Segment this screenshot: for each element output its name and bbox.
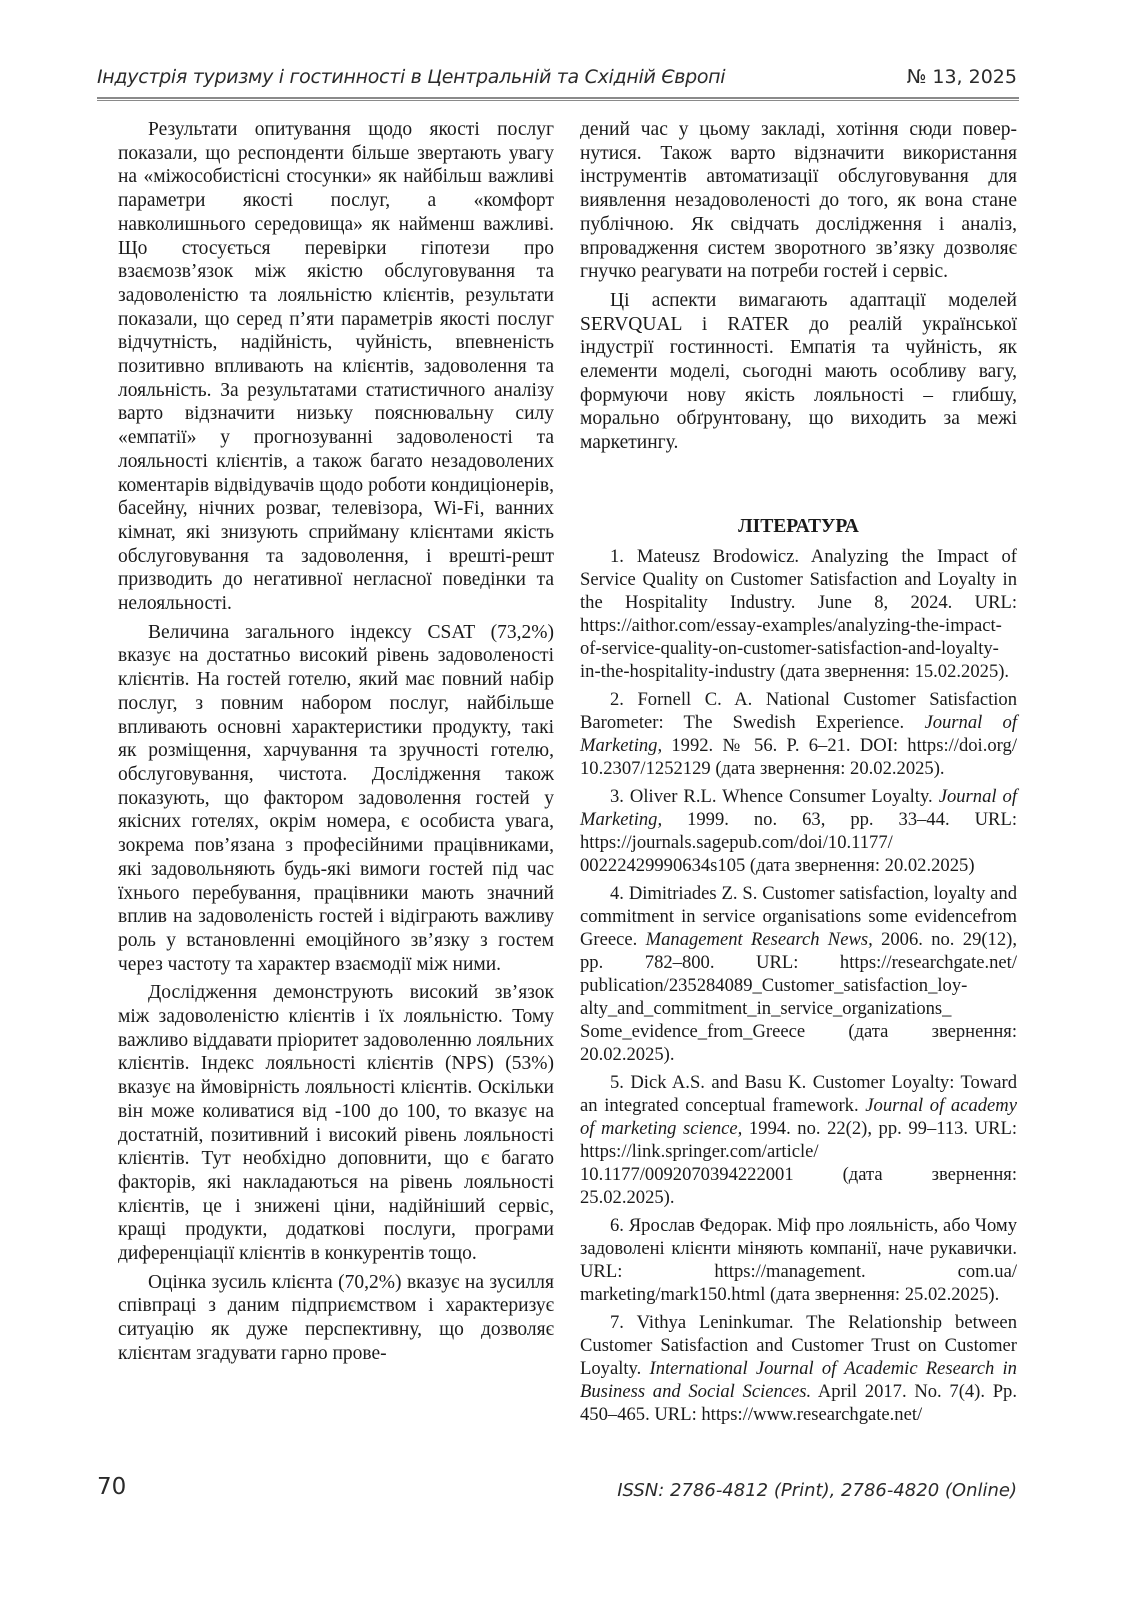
body-paragraph: Ці аспекти вимагають адаптації моделей SERVQUAL і RATER до реалій української індустрії гостинності. Емпатія та чуйність, як елементи моделі, сьогодні мають особливу вагу, формуючи нову якість лояльності – глибшу, морально обґрунтовану, що виходить за межі маркетингу. (580, 289, 1017, 454)
reference-text: 1992. № 56. P. 6–21. DOI: https://doi.org/ 10.2307/1252129 (дата звернення: 20.02.2025). (580, 734, 1017, 779)
body-paragraph: Оцінка зусиль клієнта (70,2%) вказує на зусилля співпраці з даним підприємством і характеризує ситуацію як дуже перспективну, що дозволяє клієнтам згадувати гарно прове- (118, 1271, 554, 1364)
reference-text: 1. Mateusz Brodowicz. Analyzing the Impact of Service Quality on Customer Satisfaction and Loyalty in the Hospitality Industry. June 8, 2024. URL: https://aithor.com/essay-examples/analyzing-the-impact-of-service-quality-on-customer-satisfaction-and-loyalty-in-the-hospitality-industry (дата звернення: 15.02.2025). (580, 545, 1017, 682)
reference-item (580, 785, 1017, 877)
issn-footer: ISSN: 2786-4812 (Print), 2786-4820 (Online) (617, 1480, 1017, 1501)
reference-journal: Journal of Marketing, (580, 711, 1017, 756)
reference-text: 1994. no. 22(2), pp. 99–113. URL: https://link.springer.com/article/ 10.1177/0092070394222001 (дата звернення: 25.02.2025). (580, 1117, 1017, 1208)
left-column (118, 118, 554, 1371)
reference-text: 2. Fornell C. A. National Customer Satisfaction Barometer: The Swedish Experience. (580, 688, 1017, 733)
page-number: 70 (97, 1474, 127, 1500)
issue-number: № 13, 2025 (906, 66, 1017, 88)
running-header (97, 66, 1017, 92)
reference-text: 7. Vithya Leninkumar. The Relationship between Customer Satisfaction and Customer Trust on Customer Loyalty. (580, 1311, 1017, 1379)
reference-journal: International Journal of Academic Research in Business and Social Sciences. (580, 1357, 1017, 1402)
reference-journal: Journal of Marketing, (580, 785, 1017, 830)
reference-text: April 2017. No. 7(4). Pp. 450–465. URL: https://www.researchgate.net/ (580, 1380, 1017, 1425)
body-paragraph: Результати опитування щодо якості послуг показали, що респонденти більше звертають увагу на «міжособистісні стосунки» як найбільш важливі параметри якості послуг, а «комфорт навколишнього середовища» як найменш важливі. Що стосується перевірки гіпотези про взаємозв’язок між якістю обслуговування та задоволеністю та лояльністю клієнтів, результати показали, що серед п’яти параметрів якості послуг відчутність, надійність, чуйність, впевненість позитивно впливають на клієнтів, задоволення та лояльність. За результатами статистичного аналізу варто відзначити низьку пояснювальну силу «емпатії» у прогнозуванні задоволеності та лояльності клієнтів, а також багато незадоволених коментарів відвідувачів щодо роботи кондиціонерів, басейну, нічних розваг, телевізора, Wi-Fi, ванних кімнат, які знизують сприйману клієнтами якість обслуговування та задоволення, і врешті-решт призводить до негативної негласної поведінки та нелояльності. (118, 119, 554, 615)
reference-text: 1999. no. 63, pp. 33–44. URL: https://journals.sagepub.com/doi/10.1177/ 00222429990634s105 (дата звернення: 20.02.2025) (580, 808, 1017, 876)
body-paragraph: Дослідження демонструють високий зв’язок між задоволеністю клієнтів і їх лояльністю. Тому важливо віддавати пріоритет задоволенню лояльних клієнтів. Індекс лояльності клієнтів (NPS) (53%) вказує на ймовірність лояльності клієнтів. Оскільки він може коливатися від -100 до 100, то вказує на достатній, позитивний і високий рівень лояльності клієнтів. Тут необхідно доповнити, що є багато факторів, які накладаються на рівень лояльності клієнтів, це і знижені ціни, надійніший сервіс, кращі продукти, додаткові послуги, програми диференціації клієнтів в конкурентів тощо. (118, 982, 554, 1265)
body-paragraph: Величина загального індексу CSAT (73,2%) вказує на достатньо високий рівень задоволеності клієнтів. На гостей готелю, який має повний набір послуг, з повним набором послуг, найбільше впливають основні характеристики продукту, такі як розміщення, харчування та зручності готелю, обслуговування, чистота. Дослідження також показують, що фактором задоволення гостей у якісних готелях, окрім номера, є особиста увага, зокрема пов’язана з професійними працівниками, які задовольняють будь-які вимоги гостей під час їхнього перебування, працівники мають значний вплив на задоволеність гостей і відіграють важливу роль у встановленні емоційного зв’язку з гостем через частоту та характер взаємодії між ними. (118, 621, 554, 975)
reference-item (580, 545, 1017, 683)
reference-item (580, 1071, 1017, 1209)
reference-text: 6. Ярослав Федорак. Міф про лояльність, або Чому задоволені клієнти міняють компанії, наче рукавички. URL: https://management. com.ua/ marketing/mark150.html (дата звернення: 25.02.2025). (580, 1214, 1017, 1305)
reference-journal: Management Research News, (645, 928, 873, 950)
reference-item (580, 1214, 1017, 1306)
reference-text: 4. Dimitriades Z. S. Customer satisfaction, loyalty and commitment in service organisations some evidencefrom Greece. (580, 882, 1017, 950)
reference-text: 3. Oliver R.L. Whence Consumer Loyalty. (610, 785, 939, 807)
reference-item (580, 1311, 1017, 1426)
reference-text: 5. Dick A.S. and Basu K. Customer Loyalty: Toward an integrated conceptual framework. (580, 1071, 1017, 1116)
reference-journal: Journal of academy of marketing science, (580, 1094, 1017, 1139)
references-heading: ЛІТЕРАТУРА (738, 515, 859, 537)
journal-title: Індустрія туризму і гостинності в Центральній та Східній Європі (97, 66, 726, 88)
body-paragraph-continuation: дений час у цьому закладі, хотіння сюди повернутися. Також варто відзначити використання інструментів автоматизації обслуговування для виявлення незадоволеності до того, як вона стане публічною. Як свідчать дослідження і аналіз, впровадження систем зворотного зв’язку дозволяє гнучко реагувати на потреби гостей і сервіс. (580, 119, 1017, 283)
header-rule (97, 97, 1019, 101)
references-list (580, 545, 1017, 1426)
right-column (580, 118, 1017, 1431)
reference-text: 2006. no. 29(12), pp. 782–800. URL: https://researchgate.net/ publication/235284089_Customer_satisfaction_loyalty_and_commitment_in_service_organizations_ Some_evidence_from_Greece (дата звернення: 20.02.2025). (580, 928, 1017, 1065)
reference-item (580, 882, 1017, 1066)
reference-item (580, 688, 1017, 780)
